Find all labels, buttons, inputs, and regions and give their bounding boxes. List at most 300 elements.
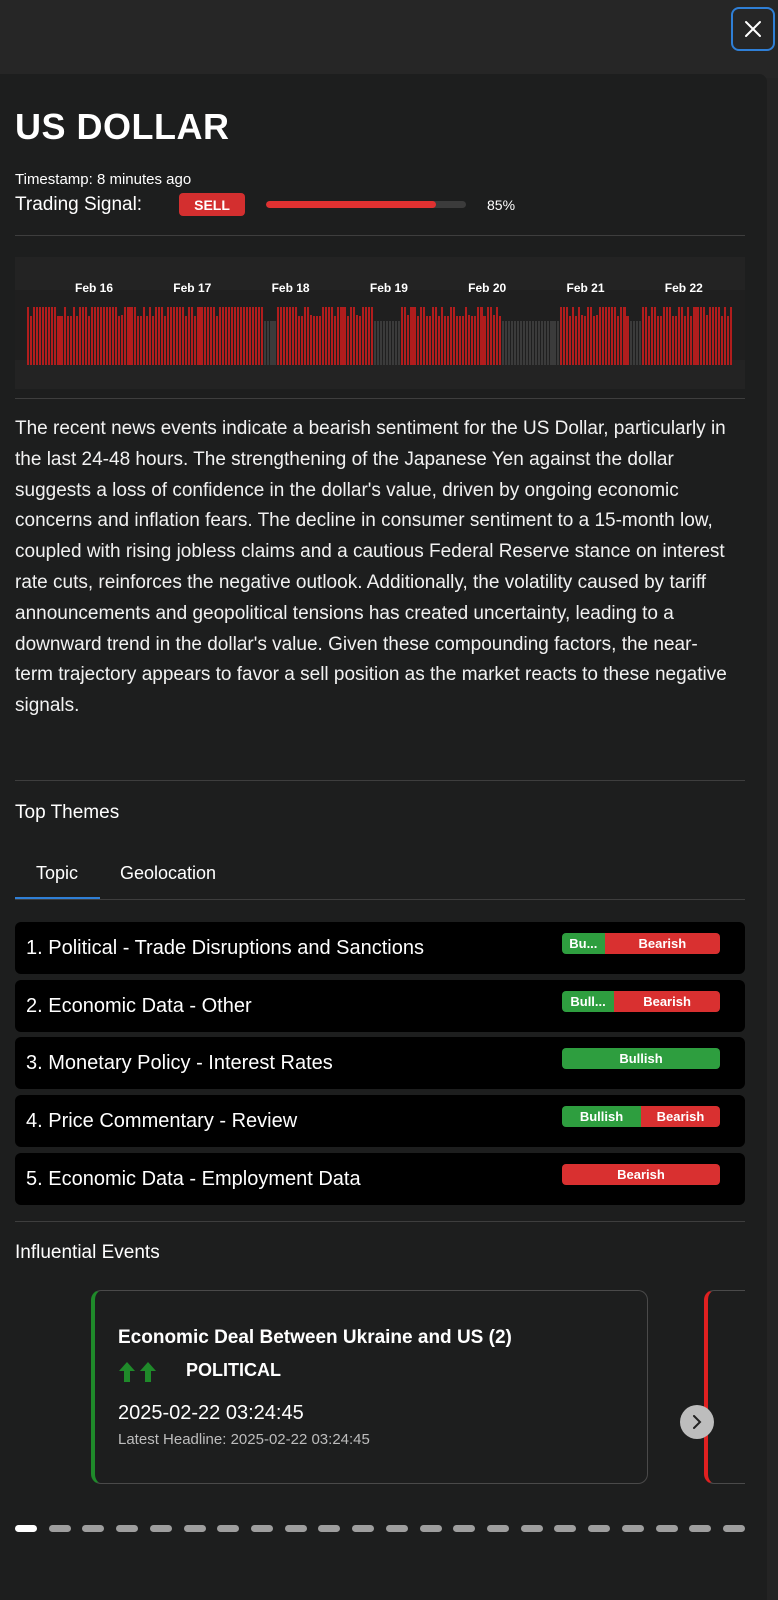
confidence-bar-fill — [266, 201, 436, 208]
timeline-neutral-bar — [502, 321, 504, 365]
pagination-dot[interactable] — [318, 1525, 340, 1532]
timeline-bearish-bar — [456, 316, 458, 365]
timeline-bearish-bar — [468, 315, 470, 365]
timeline-bearish-bar — [325, 307, 327, 365]
timeline-bearish-bar — [124, 307, 126, 365]
timeline-bearish-bar — [283, 307, 285, 365]
carousel-next-button[interactable] — [680, 1405, 714, 1439]
timeline-bearish-bar — [152, 316, 154, 365]
divider — [15, 235, 745, 236]
timeline-neutral-bar — [553, 321, 555, 365]
timeline-bearish-bar — [596, 315, 598, 365]
sentiment-timeline — [15, 257, 745, 389]
timeline-neutral-bar — [374, 321, 376, 365]
timeline-bearish-bar — [85, 307, 87, 365]
timeline-bearish-bar — [340, 307, 342, 365]
timeline-bearish-bar — [249, 307, 251, 365]
timeline-neutral-bar — [630, 321, 632, 365]
timeline-neutral-bar — [273, 321, 275, 365]
timeline-bearish-bar — [188, 307, 190, 365]
theme-label: 4. Price Commentary - Review — [26, 1110, 298, 1132]
next-event-card[interactable] — [704, 1290, 745, 1484]
timeline-bearish-bar — [97, 307, 99, 365]
influential-events-title: Influential Events — [15, 1242, 160, 1263]
timeline-bearish-bar — [307, 307, 309, 365]
timeline-bearish-bar — [410, 307, 412, 365]
timeline-bearish-bar — [569, 316, 571, 365]
pagination-dot[interactable] — [184, 1525, 206, 1532]
timeline-neutral-bar — [395, 321, 397, 365]
timeline-bearish-bar — [423, 307, 425, 365]
page-title: US DOLLAR — [15, 106, 230, 147]
timeline-date-label: Feb 20 — [468, 281, 507, 295]
timeline-bearish-bar — [240, 307, 242, 365]
timeline-bearish-bar — [91, 307, 93, 365]
timeline-bearish-bar — [651, 307, 653, 365]
timeline-bearish-bar — [143, 307, 145, 365]
timeline-bearish-bar — [426, 316, 428, 365]
timeline-bearish-bar — [182, 307, 184, 365]
timeline-bearish-bar — [407, 315, 409, 365]
timeline-bearish-bar — [216, 316, 218, 365]
active-tab-indicator — [15, 897, 100, 899]
timeline-neutral-bar — [529, 321, 531, 365]
sentiment-bar — [562, 933, 720, 954]
timeline-bearish-bar — [563, 307, 565, 365]
timeline-bearish-bar — [42, 307, 44, 365]
timeline-bearish-bar — [310, 315, 312, 365]
timeline-bearish-bar — [648, 316, 650, 365]
timeline-bearish-bar — [435, 307, 437, 365]
pagination-dot[interactable] — [116, 1525, 138, 1532]
timeline-neutral-bar — [526, 321, 528, 365]
timeline-bearish-bar — [371, 307, 373, 365]
theme-row[interactable] — [15, 980, 745, 1032]
timeline-bearish-bar — [179, 307, 181, 365]
trading-signal-label: Trading Signal: — [15, 194, 143, 215]
timeline-neutral-bar — [547, 321, 549, 365]
timeline-bearish-bar — [140, 316, 142, 365]
timeline-neutral-bar — [380, 321, 382, 365]
timeline-bearish-bar — [404, 307, 406, 365]
theme-row[interactable] — [15, 1095, 745, 1147]
timeline-bearish-bar — [343, 307, 345, 365]
timeline-bearish-bar — [289, 307, 291, 365]
timeline-bearish-bar — [222, 307, 224, 365]
confidence-bar — [266, 201, 466, 208]
analysis-text: The recent news events indicate a bearish sentiment for the US Dollar, particularly in the last 24-48 hours. The strengthening of the Japanese Yen against the dollar suggests a loss of confidence in the dollar's value, driven by ongoing economic concerns and inflation fears. The decline in consumer sentiment to a 15-month low, coupled with rising jobless claims and a cautious Federal Reserve stance on interest rate cuts, reinforces the negative outlook. Additionally, the volatility caused by tariff announcements and geopolitical tensions has created uncertainty, leading to a downward trend in the dollar's value. Given these compounding factors, the near-term trajectory appears to favor a sell position as the market reacts to these negative signals. — [15, 418, 727, 717]
timeline-bearish-bar — [678, 307, 680, 365]
carousel-pagination — [15, 1525, 745, 1533]
sentiment-bar — [562, 1106, 720, 1127]
timeline-bearish-bar — [70, 316, 72, 365]
timeline-bearish-bar — [200, 307, 202, 365]
timeline-bearish-bar — [134, 307, 136, 365]
timeline-date-label: Feb 21 — [566, 281, 605, 295]
modal-backdrop-top — [0, 0, 778, 78]
events-carousel — [15, 1290, 745, 1505]
theme-row[interactable] — [15, 922, 745, 974]
sentiment-bar — [562, 1048, 720, 1069]
timeline-bearish-bar — [231, 307, 233, 365]
timeline-bearish-bar — [687, 307, 689, 365]
timeline-neutral-bar — [538, 321, 540, 365]
timeline-bearish-bar — [277, 307, 279, 365]
timeline-bearish-bar — [429, 316, 431, 365]
timeline-bearish-bar — [362, 307, 364, 365]
timeline-bearish-bar — [353, 307, 355, 365]
timeline-bearish-bar — [614, 307, 616, 365]
timeline-bearish-bar — [617, 316, 619, 365]
timeline-bearish-bar — [158, 307, 160, 365]
timeline-bearish-bar — [626, 316, 628, 365]
timeline-bearish-bar — [401, 307, 403, 365]
timeline-bearish-bar — [213, 307, 215, 365]
timeline-bearish-bar — [255, 307, 257, 365]
timeline-bearish-bar — [204, 307, 206, 365]
divider — [15, 1221, 745, 1222]
timeline-bearish-bar — [60, 316, 62, 365]
timeline-bearish-bar — [103, 307, 105, 365]
timeline-neutral-bar — [633, 321, 635, 365]
timeline-bearish-bar — [191, 307, 193, 365]
timeline-bearish-bar — [493, 315, 495, 365]
pagination-dot[interactable] — [521, 1525, 543, 1532]
timeline-bearish-bar — [432, 307, 434, 365]
themes-tabs — [15, 849, 745, 900]
timeline-bearish-bar — [572, 307, 574, 365]
timeline-bearish-bar — [581, 315, 583, 365]
timeline-bearish-bar — [727, 316, 729, 365]
timeline-bearish-bar — [88, 316, 90, 365]
timeline-bearish-bar — [64, 307, 66, 365]
timeline-bearish-bar — [73, 307, 75, 365]
timeline-bearish-bar — [450, 307, 452, 365]
chevron-right-icon — [691, 1415, 703, 1429]
timeline-bearish-bar — [234, 307, 236, 365]
timeline-bearish-bar — [602, 307, 604, 365]
timeline-bearish-bar — [82, 307, 84, 365]
timeline-bars — [27, 299, 733, 365]
timeline-bearish-bar — [693, 307, 695, 365]
timeline-neutral-bar — [532, 321, 534, 365]
pagination-dot[interactable] — [285, 1525, 307, 1532]
timeline-bearish-bar — [724, 307, 726, 365]
timeline-bearish-bar — [237, 307, 239, 365]
timeline-bearish-bar — [36, 307, 38, 365]
sentiment-bar — [562, 1164, 720, 1185]
timeline-bearish-bar — [368, 307, 370, 365]
timeline-bearish-bar — [137, 316, 139, 365]
timeline-bearish-bar — [730, 307, 732, 365]
timeline-bearish-bar — [587, 307, 589, 365]
timeline-bearish-bar — [319, 316, 321, 365]
timeline-bearish-bar — [660, 316, 662, 365]
timeline-bearish-bar — [298, 316, 300, 365]
bullish-segment: Bullish — [562, 1048, 720, 1069]
timeline-bearish-bar — [45, 307, 47, 365]
timeline-bearish-bar — [94, 307, 96, 365]
timeline-bearish-bar — [173, 307, 175, 365]
timeline-bearish-bar — [258, 307, 260, 365]
timeline-neutral-bar — [270, 321, 272, 365]
pagination-dot[interactable] — [723, 1525, 745, 1532]
theme-label: 1. Political - Trade Disruptions and Sanctions — [26, 937, 424, 959]
timeline-neutral-bar — [377, 321, 379, 365]
timeline-bearish-bar — [496, 307, 498, 365]
timeline-bearish-bar — [715, 307, 717, 365]
theme-label: 3. Monetary Policy - Interest Rates — [26, 1052, 333, 1074]
timeline-bearish-bar — [118, 316, 120, 365]
timeline-bearish-bar — [441, 307, 443, 365]
timeline-bearish-bar — [149, 307, 151, 365]
pagination-dot[interactable] — [386, 1525, 408, 1532]
timeline-bearish-bar — [684, 316, 686, 365]
timeline-bearish-bar — [578, 307, 580, 365]
timeline-bearish-bar — [33, 307, 35, 365]
timeline-neutral-bar — [398, 321, 400, 365]
timeline-bearish-bar — [322, 307, 324, 365]
timeline-bearish-bar — [499, 316, 501, 365]
timeline-bearish-bar — [608, 307, 610, 365]
timeline-bearish-bar — [246, 307, 248, 365]
timeline-bearish-bar — [228, 307, 230, 365]
event-category: POLITICAL — [186, 1360, 281, 1380]
timeline-bearish-bar — [57, 316, 59, 365]
timeline-bearish-bar — [477, 307, 479, 365]
timeline-bearish-bar — [304, 307, 306, 365]
timeline-neutral-bar — [386, 321, 388, 365]
timeline-bearish-bar — [334, 316, 336, 365]
timeline-bearish-bar — [286, 307, 288, 365]
timeline-bearish-bar — [67, 316, 69, 365]
timeline-bearish-bar — [280, 307, 282, 365]
timeline-bearish-bar — [146, 316, 148, 365]
detail-panel — [0, 74, 767, 1600]
timeline-neutral-bar — [514, 321, 516, 365]
timeline-bearish-bar — [167, 307, 169, 365]
timestamp: Timestamp: 8 minutes ago — [15, 171, 192, 188]
trading-signal-row — [15, 192, 735, 218]
timeline-neutral-bar — [264, 321, 266, 365]
timeline-bearish-bar — [605, 307, 607, 365]
timeline-bearish-bar — [39, 307, 41, 365]
timeline-neutral-bar — [550, 321, 552, 365]
event-date: 2025-02-22 03:24:45 — [118, 1402, 304, 1424]
timeline-bearish-bar — [566, 307, 568, 365]
timeline-bearish-bar — [170, 307, 172, 365]
timeline-bearish-bar — [459, 316, 461, 365]
timeline-bearish-bar — [675, 316, 677, 365]
timeline-neutral-bar — [511, 321, 513, 365]
pagination-dot[interactable] — [554, 1525, 576, 1532]
timeline-neutral-bar — [508, 321, 510, 365]
bearish-segment: Bearish — [614, 991, 720, 1012]
timeline-bearish-bar — [331, 307, 333, 365]
timeline-date-label: Feb 16 — [74, 281, 114, 295]
timeline-bearish-bar — [210, 307, 212, 365]
timeline-neutral-bar — [544, 321, 546, 365]
theme-row[interactable] — [15, 1153, 745, 1205]
timeline-neutral-bar — [389, 321, 391, 365]
timeline-date-label: Feb 19 — [369, 281, 408, 295]
timeline-neutral-bar — [523, 321, 525, 365]
event-card[interactable] — [91, 1290, 648, 1484]
pagination-dot[interactable] — [453, 1525, 475, 1532]
timeline-bearish-bar — [316, 316, 318, 365]
pagination-dot[interactable] — [622, 1525, 644, 1532]
close-button[interactable] — [731, 7, 775, 51]
timeline-bearish-bar — [417, 316, 419, 365]
pagination-dot[interactable] — [82, 1525, 104, 1532]
timeline-bearish-bar — [575, 316, 577, 365]
pagination-dot[interactable] — [420, 1525, 442, 1532]
timeline-bearish-bar — [127, 307, 129, 365]
timeline-bearish-bar — [483, 316, 485, 365]
timeline-neutral-bar — [639, 321, 641, 365]
timeline-bearish-bar — [480, 307, 482, 365]
timeline-bearish-bar — [243, 307, 245, 365]
timeline-bearish-bar — [328, 307, 330, 365]
timeline-bearish-bar — [130, 307, 132, 365]
timeline-bearish-bar — [590, 307, 592, 365]
timeline-bearish-bar — [666, 307, 668, 365]
timeline-bearish-bar — [337, 307, 339, 365]
timeline-bearish-bar — [100, 307, 102, 365]
timeline-bearish-bar — [642, 307, 644, 365]
timeline-bearish-bar — [30, 316, 32, 365]
timeline-bearish-bar — [721, 316, 723, 365]
timeline-bearish-bar — [593, 316, 595, 365]
timeline-bearish-bar — [164, 316, 166, 365]
pagination-dot[interactable] — [588, 1525, 610, 1532]
pagination-dot[interactable] — [49, 1525, 71, 1532]
timeline-neutral-bar — [557, 321, 559, 365]
timeline-neutral-bar — [541, 321, 543, 365]
timeline-bearish-bar — [54, 307, 56, 365]
timeline-bearish-bar — [474, 316, 476, 365]
timeline-bearish-bar — [207, 307, 209, 365]
timeline-bearish-bar — [487, 307, 489, 365]
timeline-bearish-bar — [444, 316, 446, 365]
timeline-bearish-bar — [295, 307, 297, 365]
timeline-bearish-bar — [106, 307, 108, 365]
timeline-bearish-bar — [623, 307, 625, 365]
pagination-dot[interactable] — [251, 1525, 273, 1532]
timeline-bearish-bar — [115, 307, 117, 365]
pagination-dot[interactable] — [656, 1525, 678, 1532]
timeline-date-label: Feb 18 — [271, 281, 310, 295]
timeline-bearish-bar — [109, 307, 111, 365]
timeline-bearish-bar — [219, 307, 221, 365]
tab-geolocation[interactable]: Geolocation — [120, 863, 217, 883]
timeline-bearish-bar — [185, 316, 187, 365]
bullish-segment: Bull... — [562, 991, 614, 1012]
timeline-bearish-bar — [225, 307, 227, 365]
timeline-bearish-bar — [703, 307, 705, 365]
timeline-neutral-bar — [505, 321, 507, 365]
timeline-bearish-bar — [121, 315, 123, 365]
timeline-bearish-bar — [718, 307, 720, 365]
timeline-bearish-bar — [709, 307, 711, 365]
pagination-dot[interactable] — [352, 1525, 374, 1532]
divider — [15, 780, 745, 781]
timeline-bearish-bar — [176, 307, 178, 365]
timeline-bearish-bar — [560, 307, 562, 365]
timeline-bearish-bar — [453, 307, 455, 365]
timeline-neutral-bar — [267, 321, 269, 365]
timeline-neutral-bar — [520, 321, 522, 365]
bullish-segment: Bu... — [562, 933, 605, 954]
timeline-bearish-bar — [48, 307, 50, 365]
timeline-bearish-bar — [27, 307, 29, 365]
timeline-bearish-bar — [155, 307, 157, 365]
timeline-bearish-bar — [645, 307, 647, 365]
timeline-bearish-bar — [112, 307, 114, 365]
pagination-dot[interactable] — [150, 1525, 172, 1532]
bullish-segment: Bullish — [562, 1106, 641, 1127]
timeline-bearish-bar — [669, 307, 671, 365]
timeline-bearish-bar — [663, 307, 665, 365]
tab-topic[interactable]: Topic — [36, 863, 79, 883]
close-icon — [744, 20, 762, 38]
timeline-bearish-bar — [292, 307, 294, 365]
pagination-dot[interactable] — [487, 1525, 509, 1532]
timeline-bearish-bar — [712, 307, 714, 365]
timeline-bearish-bar — [672, 316, 674, 365]
timeline-bearish-bar — [347, 316, 349, 365]
timeline-bearish-bar — [194, 316, 196, 365]
signal-badge: SELL — [179, 193, 245, 216]
timeline-bearish-bar — [261, 307, 263, 365]
timeline-bearish-bar — [420, 307, 422, 365]
confidence-value: 85% — [487, 197, 516, 213]
timeline-bearish-bar — [301, 316, 303, 365]
timeline-bearish-bar — [599, 307, 601, 365]
timeline-bearish-bar — [465, 307, 467, 365]
timeline-bearish-bar — [413, 307, 415, 365]
timeline-date-label: Feb 17 — [173, 281, 212, 295]
theme-row[interactable] — [15, 1037, 745, 1089]
event-latest-headline: Latest Headline: 2025-02-22 03:24:45 — [118, 1431, 370, 1448]
timeline-bearish-bar — [471, 316, 473, 365]
theme-label: 5. Economic Data - Employment Data — [26, 1168, 361, 1190]
pagination-dot[interactable] — [217, 1525, 239, 1532]
timeline-bearish-bar — [584, 316, 586, 365]
timeline-bearish-bar — [350, 307, 352, 365]
timeline-neutral-bar — [517, 321, 519, 365]
timeline-bearish-bar — [359, 316, 361, 365]
timeline-bearish-bar — [696, 307, 698, 365]
timeline-bearish-bar — [690, 316, 692, 365]
timeline-bearish-bar — [252, 307, 254, 365]
timeline-bearish-bar — [447, 316, 449, 365]
timeline-bearish-bar — [620, 307, 622, 365]
timeline-neutral-bar — [535, 321, 537, 365]
timeline-neutral-bar — [383, 321, 385, 365]
theme-label: 2. Economic Data - Other — [26, 995, 252, 1017]
timeline-bearish-bar — [654, 307, 656, 365]
timeline-bearish-bar — [438, 316, 440, 365]
sentiment-bar — [562, 991, 720, 1012]
bearish-segment: Bearish — [562, 1164, 720, 1185]
timeline-neutral-bar — [392, 321, 394, 365]
pagination-dot[interactable] — [689, 1525, 711, 1532]
top-themes-title: Top Themes — [15, 802, 120, 823]
pagination-dot[interactable] — [15, 1525, 37, 1532]
timeline-bearish-bar — [356, 315, 358, 365]
bearish-segment: Bearish — [641, 1106, 720, 1127]
